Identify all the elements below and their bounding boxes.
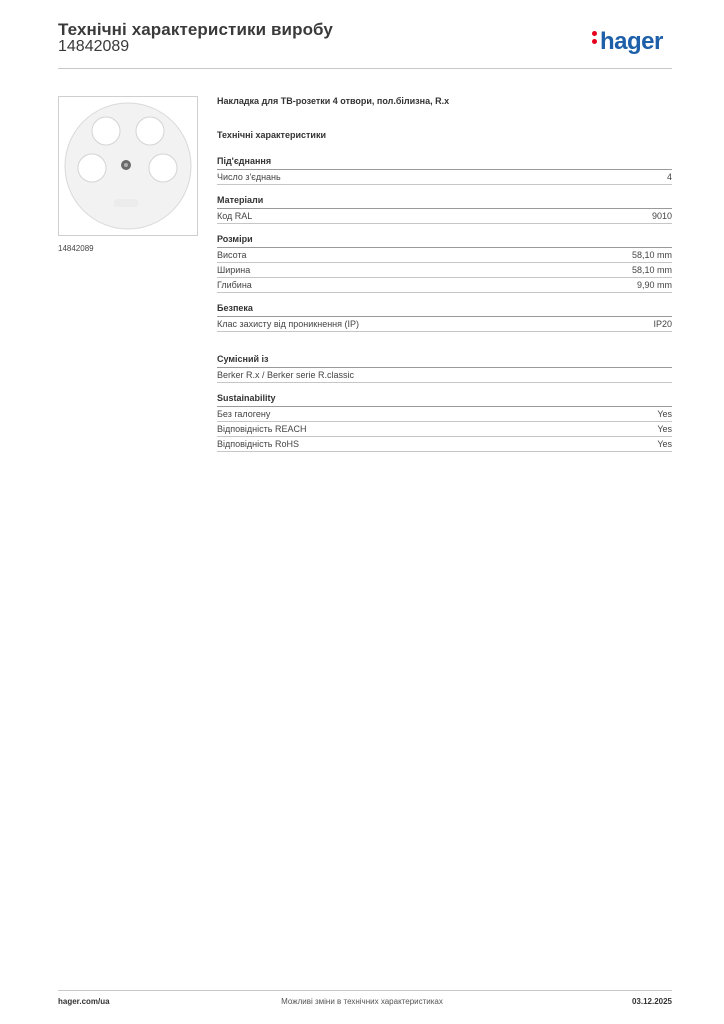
spec-content [217,96,672,462]
spec-value: 58,10 mm [631,265,672,275]
spec-row [217,407,672,422]
product-code: 14842089 [58,38,130,55]
spec-label: Berker R.x / Berker serie R.classic [217,370,355,380]
section-title: Розміри [217,234,672,248]
spec-value: Yes [657,424,672,434]
spec-value: 58,10 mm [631,250,672,260]
section-title: Матеріали [217,195,672,209]
hager-logo [592,28,663,56]
spec-value: 4 [666,172,672,182]
spec-row [217,278,672,293]
spec-value: Yes [657,409,672,419]
spec-label: Ширина [217,265,251,275]
section-compatible-with [217,354,672,383]
footer-date: 03.12.2025 [631,997,672,1006]
footer-disclaimer: Можливі зміни в технічних характеристиках [281,997,443,1006]
product-image-caption: 14842089 [58,244,94,253]
section-dimensions [217,234,672,293]
section-sustainability [217,393,672,452]
spec-row [217,317,672,332]
spec-value: Yes [657,439,672,449]
section-safety [217,303,672,332]
spec-value: 9010 [651,211,672,221]
logo-text: hager [600,28,663,55]
spec-row [217,437,672,452]
spec-value: IP20 [653,319,672,329]
spec-label: Висота [217,250,247,260]
product-image [58,96,198,236]
spec-row [217,263,672,278]
spec-label: Число з'єднань [217,172,281,182]
spec-label: Відповідність RoHS [217,439,299,449]
spec-label: Відповідність REACH [217,424,307,434]
spec-label: Клас захисту від проникнення (IP) [217,319,360,329]
spec-heading: Технічні характеристики [217,130,326,140]
section-materials [217,195,672,224]
section-title: Під'єднання [217,156,672,170]
document-title: Технічні характеристики виробу [58,20,333,39]
spec-label: Код RAL [217,211,253,221]
section-connection [217,156,672,185]
section-title: Безпека [217,303,672,317]
footer-website-link[interactable]: hager.com/ua [58,997,110,1006]
section-title: Sustainability [217,393,672,407]
header-divider [58,68,672,69]
spec-label: Без галогену [217,409,271,419]
spec-row [217,209,672,224]
spec-row [217,422,672,437]
footer-divider [58,990,672,991]
logo-dots-icon [592,28,598,47]
spec-label: Глибина [217,280,252,290]
spec-value: 9,90 mm [636,280,672,290]
spec-row [217,368,672,383]
section-title: Сумісний із [217,354,672,368]
product-name: Накладка для ТВ-розетки 4 отвори, пол.білизна, R.x [217,96,450,106]
spec-row [217,170,672,185]
spec-row [217,248,672,263]
tv-socket-cover-plate-icon [59,97,197,235]
